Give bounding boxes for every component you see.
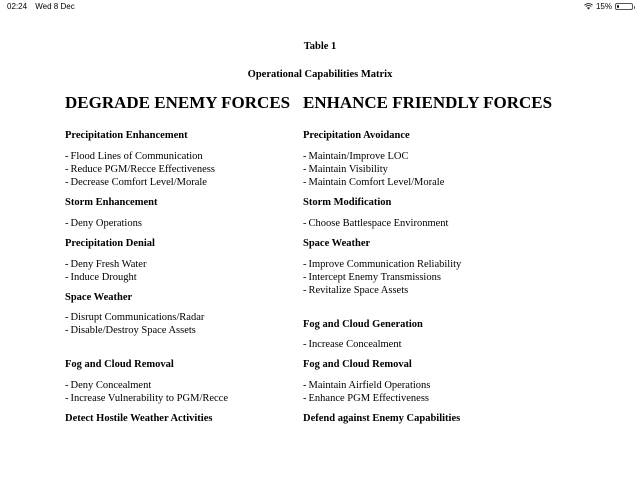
bullet-dash: - [303,339,307,350]
bullet-dash: - [303,259,307,270]
bullet-dash: - [65,177,69,188]
list-item [65,380,151,391]
section-title: Fog and Cloud Generation [303,319,423,330]
list-item-text: Improve Communication Reliability [308,259,462,270]
list-item [303,259,461,270]
list-item [65,272,137,283]
list-item [303,272,441,283]
bullet-dash: - [303,272,307,283]
list-item-text: Intercept Enemy Transmissions [308,272,441,283]
list-item-text: Maintain/Improve LOC [308,151,409,162]
list-item [65,164,215,175]
enhance-column [303,93,603,424]
list-item-text: Deny Fresh Water [70,259,147,270]
section-title: Fog and Cloud Removal [303,359,412,370]
list-item [65,325,196,336]
battery-percent: 15% [595,2,612,11]
bullet-dash: - [303,285,307,296]
list-item [303,177,444,188]
list-item-text: Flood Lines of Communication [70,151,203,162]
status-bar [0,0,640,14]
status-time: 02:24 [7,2,28,11]
bullet-dash: - [303,393,307,404]
table-title: Operational Capabilities Matrix [247,69,393,80]
list-item [303,285,408,296]
bullet-dash: - [65,380,69,391]
list-item [303,380,430,391]
bullet-dash: - [65,218,69,229]
list-item-text: Disable/Destroy Space Assets [70,325,196,336]
table-number: Table 1 [303,41,337,52]
list-item-text: Induce Drought [70,272,137,283]
section-title: Storm Enhancement [65,197,158,208]
list-item [65,393,228,404]
list-item [303,218,448,229]
list-item-text: Choose Battlespace Environment [308,218,449,229]
list-item [65,218,142,229]
list-item [303,151,409,162]
degrade-column [65,93,295,424]
list-item-text: Deny Operations [70,218,142,229]
section-title: Precipitation Denial [65,238,155,249]
list-item-text: Revitalize Space Assets [308,285,409,296]
list-item [303,393,429,404]
section-title: Storm Modification [303,197,392,208]
bullet-dash: - [65,151,69,162]
bullet-dash: - [303,164,307,175]
section-title: Precipitation Enhancement [65,130,188,141]
list-item-text: Reduce PGM/Recce Effectiveness [70,164,215,175]
status-date: Wed 8 Dec [35,2,75,11]
bullet-dash: - [303,218,307,229]
bullet-dash: - [65,325,69,336]
list-item-text: Maintain Visibility [308,164,388,175]
list-item-text: Maintain Comfort Level/Morale [308,177,445,188]
list-item [65,312,204,323]
bullet-dash: - [65,393,69,404]
bullet-dash: - [65,259,69,270]
section-title: Detect Hostile Weather Activities [65,413,213,424]
list-item-text: Deny Concealment [70,380,152,391]
battery-fill [617,5,619,8]
battery-icon [615,3,633,10]
bullet-dash: - [65,272,69,283]
section-title: Fog and Cloud Removal [65,359,174,370]
list-item [303,339,402,350]
column-heading: ENHANCE FRIENDLY FORCES [303,93,553,112]
list-item [65,259,146,270]
bullet-dash: - [65,312,69,323]
list-item-text: Enhance PGM Effectiveness [308,393,430,404]
bullet-dash: - [303,151,307,162]
list-item-text: Increase Vulnerability to PGM/Recce [70,393,228,404]
section-title: Defend against Enemy Capabilities [303,413,461,424]
section-title: Space Weather [65,292,133,303]
wifi-icon [584,3,593,10]
list-item [303,164,388,175]
bullet-dash: - [65,164,69,175]
list-item-text: Decrease Comfort Level/Morale [70,177,207,188]
list-item [65,151,203,162]
list-item-text: Increase Concealment [308,339,402,350]
bullet-dash: - [303,380,307,391]
list-item-text: Disrupt Communications/Radar [70,312,205,323]
bullet-dash: - [303,177,307,188]
list-item-text: Maintain Airfield Operations [308,380,431,391]
column-heading: DEGRADE ENEMY FORCES [65,93,291,112]
list-item [65,177,207,188]
section-title: Precipitation Avoidance [303,130,410,141]
section-title: Space Weather [303,238,371,249]
